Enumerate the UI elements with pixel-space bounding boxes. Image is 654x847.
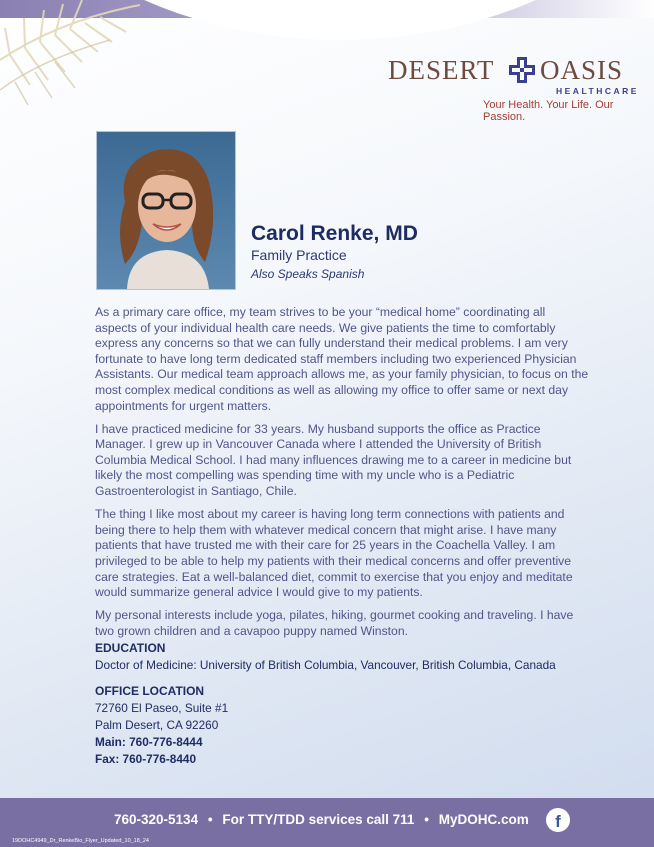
- footer-tty: For TTY/TDD services call 711: [222, 812, 415, 827]
- office-address-line1: 72760 El Paseo, Suite #1: [95, 701, 229, 715]
- logo-word-desert: DESERT: [388, 55, 495, 85]
- facebook-icon[interactable]: f: [546, 808, 570, 832]
- footer-separator: •: [207, 812, 213, 827]
- footer-contact: [114, 812, 529, 827]
- education-text: Doctor of Medicine: University of British Columbia, Vancouver, British Columbia, Canada: [95, 658, 556, 672]
- doctor-name: Carol Renke, MD: [251, 222, 418, 245]
- doctor-photo: [96, 131, 236, 290]
- logo-healthcare: HEALTHCARE: [556, 86, 639, 96]
- footer-phone[interactable]: 760-320-5134: [114, 812, 199, 827]
- palm-frond-icon: [0, 0, 150, 110]
- bio-paragraph: I have practiced medicine for 33 years. My husband supports the office as Practice Manager. I grew up in Vancouver Canada where I attended the University of British Columbia Medical School. I had many influences drawing me to a career in medicine but likely the most compelling was spending time with my uncle who is a Pediatric Gastroenterologist in Santiago, Chile.: [95, 421, 572, 499]
- office-heading: OFFICE LOCATION: [95, 684, 205, 698]
- doctor-languages: Also Speaks Spanish: [251, 267, 365, 281]
- cross-icon: [506, 54, 538, 86]
- bio-text: [95, 305, 590, 647]
- logo-word-oasis: OASIS: [540, 55, 624, 85]
- bio-paragraph: My personal interests include yoga, pilates, hiking, gourmet cooking and traveling. I have two grown children and a cavapoo puppy named Winston.: [95, 608, 574, 638]
- bio-paragraph: The thing I like most about my career is having long term connections with patients and being there to help them with whatever medical concern that might arise. I have many patients that have trusted me with their care for 25 years in the Coachella Valley. I am privileged to be able to help my patients with their medical concerns and offer preventive care strategies. Eat a well-balanced diet, commit to exercise that you enjoy and meditate would summarize general advice I would give to my patients.: [95, 507, 573, 600]
- bio-paragraph: As a primary care office, my team strives to be your “medical home” coordinating all aspects of your individual health care needs. We give patients the time to comfortably express any concerns so that we can fully understand their medical problems. I am very fortunate to have long term dedicated staff members including two experienced Physician Assistants. Our medical team approach allows me, as your family physician, to focus on the most complex medical conditions as well as allowing my office to offer same or next day appointments for urgent matters.: [95, 305, 589, 413]
- office-address-line2: Palm Desert, CA 92260: [95, 718, 219, 732]
- footer-separator: •: [424, 812, 429, 827]
- doctor-specialty: Family Practice: [251, 247, 347, 263]
- office-main-phone: Main: 760-776-8444: [95, 735, 203, 749]
- footer-website-link[interactable]: MyDOHC.com: [438, 812, 529, 827]
- file-id: 19DOHC4949_Dr_RenkeBio_Flyer_Updated_10_18_24: [12, 838, 149, 844]
- education-heading: EDUCATION: [95, 641, 166, 655]
- tagline: Your Health. Your Life. Our Passion.: [483, 99, 614, 123]
- office-fax: Fax: 760-776-8440: [95, 752, 196, 766]
